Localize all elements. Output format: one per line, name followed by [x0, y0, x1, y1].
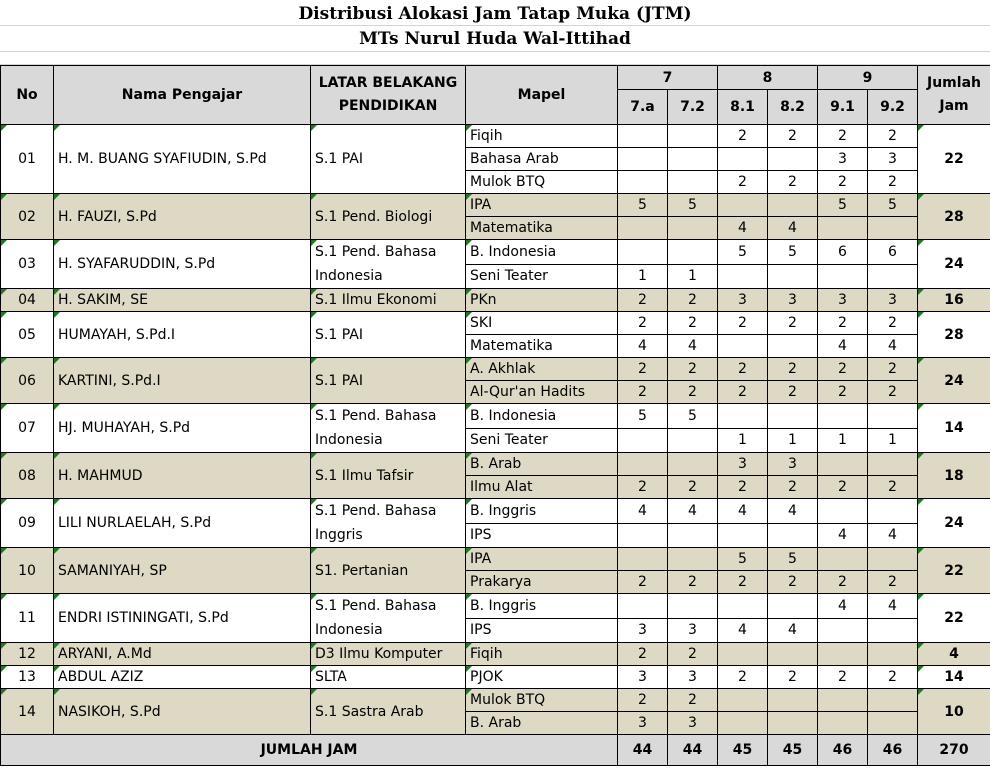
header-subject: Mapel [466, 66, 618, 125]
hours-cell [618, 240, 668, 265]
hours-cell [668, 548, 718, 571]
hours-cell [868, 404, 918, 429]
hours-cell [818, 404, 868, 429]
hours-cell: 4 [768, 499, 818, 524]
hours-cell [668, 148, 718, 171]
hours-cell [618, 217, 668, 240]
hours-cell [718, 194, 768, 217]
total-label: JUMLAH JAM [1, 735, 618, 766]
hours-cell: 4 [868, 335, 918, 358]
hours-cell: 2 [718, 171, 768, 194]
hours-cell [818, 712, 868, 735]
hours-cell: 3 [768, 453, 818, 476]
teacher-total: 10 [918, 689, 990, 735]
hours-cell [668, 217, 718, 240]
allocation-table [0, 65, 990, 766]
hours-cell: 3 [618, 618, 668, 643]
teacher-background: D3 Ilmu Komputer [311, 643, 466, 666]
hours-cell: 4 [768, 217, 818, 240]
hours-cell: 2 [618, 358, 668, 381]
teacher-name: H. MAHMUD [54, 453, 311, 499]
hours-cell: 3 [768, 289, 818, 312]
hours-cell [718, 689, 768, 712]
subject-name: PJOK [466, 666, 618, 689]
hours-cell: 2 [668, 358, 718, 381]
table-row [1, 125, 990, 148]
header-grade-7: 7 [618, 66, 718, 90]
hours-cell: 2 [618, 643, 668, 666]
hours-cell [768, 264, 818, 289]
hours-cell: 1 [718, 428, 768, 453]
hours-cell [768, 594, 818, 619]
hours-cell [618, 428, 668, 453]
hours-cell: 2 [668, 289, 718, 312]
subject-name: Mulok BTQ [466, 171, 618, 194]
hours-cell [718, 712, 768, 735]
subject-name: B. Arab [466, 453, 618, 476]
hours-cell: 5 [768, 240, 818, 265]
teacher-name: ABDUL AZIZ [54, 666, 311, 689]
table-row [1, 499, 990, 524]
subject-name: Prakarya [466, 571, 618, 594]
subject-name: IPA [466, 194, 618, 217]
teacher-name: H. SYAFARUDDIN, S.Pd [54, 240, 311, 289]
hours-cell: 3 [618, 666, 668, 689]
subject-name: Matematika [466, 335, 618, 358]
hours-cell: 4 [668, 499, 718, 524]
hours-cell: 2 [818, 476, 868, 499]
hours-cell: 4 [868, 523, 918, 548]
hours-cell: 2 [768, 358, 818, 381]
subject-name: B. Indonesia [466, 240, 618, 265]
hours-cell [818, 217, 868, 240]
hours-cell: 4 [618, 335, 668, 358]
hours-cell: 2 [768, 476, 818, 499]
hours-cell [768, 689, 818, 712]
teacher-background: S.1 Pend. Bahasa Indonesia [311, 240, 466, 289]
hours-cell [868, 264, 918, 289]
subject-name: B. Indonesia [466, 404, 618, 429]
hours-cell: 2 [868, 171, 918, 194]
teacher-background: S.1 Ilmu Tafsir [311, 453, 466, 499]
hours-cell: 2 [768, 666, 818, 689]
hours-cell [718, 148, 768, 171]
class-total: 44 [618, 735, 668, 766]
table-row [1, 453, 990, 476]
hours-cell: 3 [868, 148, 918, 171]
hours-cell: 5 [618, 194, 668, 217]
hours-cell: 2 [818, 171, 868, 194]
subject-name: Fiqih [466, 125, 618, 148]
subject-name: B. Arab [466, 712, 618, 735]
hours-cell [818, 548, 868, 571]
hours-cell [768, 335, 818, 358]
teacher-no: 05 [1, 312, 54, 358]
hours-cell: 4 [668, 335, 718, 358]
hours-cell: 1 [868, 428, 918, 453]
hours-cell: 5 [718, 548, 768, 571]
teacher-total: 28 [918, 312, 990, 358]
hours-cell: 2 [618, 289, 668, 312]
hours-cell [768, 404, 818, 429]
hours-cell: 2 [668, 571, 718, 594]
hours-cell: 2 [718, 312, 768, 335]
hours-cell: 2 [768, 171, 818, 194]
hours-cell: 4 [768, 618, 818, 643]
table-row [1, 289, 990, 312]
teacher-background: S.1 Pend. Bahasa Indonesia [311, 594, 466, 643]
hours-cell: 2 [618, 571, 668, 594]
table-row [1, 666, 990, 689]
hours-cell: 3 [668, 666, 718, 689]
teacher-no: 07 [1, 404, 54, 453]
subject-name: IPS [466, 618, 618, 643]
class-total: 45 [718, 735, 768, 766]
hours-cell: 6 [868, 240, 918, 265]
teacher-total: 16 [918, 289, 990, 312]
header-class: 8.1 [718, 90, 768, 125]
teacher-total: 24 [918, 358, 990, 404]
hours-cell: 3 [718, 289, 768, 312]
teacher-background: SLTA [311, 666, 466, 689]
hours-cell: 2 [668, 689, 718, 712]
class-total: 46 [818, 735, 868, 766]
hours-cell: 5 [768, 548, 818, 571]
hours-cell: 5 [618, 404, 668, 429]
teacher-total: 24 [918, 499, 990, 548]
hours-cell: 2 [668, 643, 718, 666]
table-row [1, 404, 990, 429]
table-row [1, 689, 990, 712]
teacher-name: HJ. MUHAYAH, S.Pd [54, 404, 311, 453]
hours-cell [818, 499, 868, 524]
class-total: 45 [768, 735, 818, 766]
subject-name: IPS [466, 523, 618, 548]
subject-name: B. Inggris [466, 594, 618, 619]
teacher-no: 06 [1, 358, 54, 404]
hours-cell [868, 712, 918, 735]
grand-total: 270 [918, 735, 990, 766]
teacher-name: H. FAUZI, S.Pd [54, 194, 311, 240]
subject-name: SKI [466, 312, 618, 335]
sheet-subtitle: MTs Nurul Huda Wal-Ittihad [0, 26, 990, 52]
teacher-no: 11 [1, 594, 54, 643]
teacher-background: S.1 Pend. Biologi [311, 194, 466, 240]
teacher-background: S.1 PAI [311, 312, 466, 358]
teacher-name: LILI NURLAELAH, S.Pd [54, 499, 311, 548]
hours-cell: 2 [768, 312, 818, 335]
hours-cell [818, 689, 868, 712]
teacher-no: 10 [1, 548, 54, 594]
hours-cell: 2 [768, 571, 818, 594]
hours-cell: 2 [618, 381, 668, 404]
header-no: No [1, 66, 54, 125]
hours-cell [718, 335, 768, 358]
hours-cell [618, 548, 668, 571]
subject-name: Seni Teater [466, 428, 618, 453]
teacher-total: 22 [918, 548, 990, 594]
hours-cell [618, 523, 668, 548]
hours-cell: 2 [618, 312, 668, 335]
hours-cell: 3 [668, 618, 718, 643]
header-class: 8.2 [768, 90, 818, 125]
teacher-name: KARTINI, S.Pd.I [54, 358, 311, 404]
hours-cell [668, 125, 718, 148]
table-row [1, 594, 990, 619]
hours-cell: 3 [618, 712, 668, 735]
hours-cell: 4 [818, 523, 868, 548]
table-row [1, 240, 990, 265]
hours-cell [668, 453, 718, 476]
hours-cell: 4 [718, 217, 768, 240]
hours-cell [868, 643, 918, 666]
hours-cell: 1 [668, 264, 718, 289]
hours-cell: 2 [768, 125, 818, 148]
class-total: 46 [868, 735, 918, 766]
teacher-no: 04 [1, 289, 54, 312]
teacher-total: 14 [918, 404, 990, 453]
hours-cell [868, 217, 918, 240]
hours-cell: 2 [618, 689, 668, 712]
hours-cell: 5 [668, 404, 718, 429]
hours-cell [768, 712, 818, 735]
header-class: 7.2 [668, 90, 718, 125]
teacher-no: 09 [1, 499, 54, 548]
table-row [1, 312, 990, 335]
hours-cell: 4 [718, 499, 768, 524]
hours-cell [618, 594, 668, 619]
hours-cell: 2 [868, 666, 918, 689]
hours-cell: 2 [868, 571, 918, 594]
teacher-total: 24 [918, 240, 990, 289]
hours-cell: 2 [718, 381, 768, 404]
hours-cell [768, 523, 818, 548]
teacher-total: 18 [918, 453, 990, 499]
teacher-name: ARYANI, A.Md [54, 643, 311, 666]
hours-cell: 2 [618, 476, 668, 499]
hours-cell: 5 [668, 194, 718, 217]
hours-cell [718, 523, 768, 548]
hours-cell [668, 171, 718, 194]
teacher-no: 13 [1, 666, 54, 689]
hours-cell: 3 [668, 712, 718, 735]
header-total: Jumlah Jam [918, 66, 990, 125]
hours-cell: 1 [618, 264, 668, 289]
hours-cell: 2 [868, 358, 918, 381]
hours-cell: 1 [768, 428, 818, 453]
spacer-row [0, 52, 990, 65]
hours-cell: 2 [818, 312, 868, 335]
hours-cell: 2 [768, 381, 818, 404]
hours-cell: 2 [868, 476, 918, 499]
subject-name: Fiqih [466, 643, 618, 666]
hours-cell: 2 [668, 381, 718, 404]
hours-cell: 2 [718, 358, 768, 381]
hours-cell [668, 240, 718, 265]
subject-name: IPA [466, 548, 618, 571]
hours-cell: 2 [868, 312, 918, 335]
teacher-name: H. M. BUANG SYAFIUDIN, S.Pd [54, 125, 311, 194]
table-row [1, 643, 990, 666]
hours-cell [718, 643, 768, 666]
hours-cell: 2 [868, 125, 918, 148]
teacher-no: 01 [1, 125, 54, 194]
teacher-no: 03 [1, 240, 54, 289]
hours-cell [818, 264, 868, 289]
hours-cell: 3 [818, 148, 868, 171]
hours-cell: 2 [718, 125, 768, 148]
hours-cell [768, 643, 818, 666]
hours-cell [618, 171, 668, 194]
hours-cell: 3 [868, 289, 918, 312]
header-class: 7.a [618, 90, 668, 125]
subject-name: Ilmu Alat [466, 476, 618, 499]
teacher-total: 14 [918, 666, 990, 689]
hours-cell [768, 148, 818, 171]
subject-name: Seni Teater [466, 264, 618, 289]
hours-cell [768, 194, 818, 217]
hours-cell: 4 [718, 618, 768, 643]
header-grade-9: 9 [818, 66, 918, 90]
hours-cell: 5 [718, 240, 768, 265]
hours-cell [618, 453, 668, 476]
teacher-no: 12 [1, 643, 54, 666]
header-background: LATAR BELAKANG PENDIDIKAN [311, 66, 466, 125]
header-grade-8: 8 [718, 66, 818, 90]
hours-cell [618, 125, 668, 148]
hours-cell [668, 428, 718, 453]
hours-cell [668, 523, 718, 548]
class-total: 44 [668, 735, 718, 766]
teacher-total: 22 [918, 594, 990, 643]
hours-cell: 4 [818, 594, 868, 619]
teacher-background: S.1 PAI [311, 125, 466, 194]
hours-cell [868, 499, 918, 524]
hours-cell [718, 264, 768, 289]
subject-name: PKn [466, 289, 618, 312]
table-row [1, 194, 990, 217]
teacher-total: 4 [918, 643, 990, 666]
teacher-background: S.1 Sastra Arab [311, 689, 466, 735]
subject-name: Mulok BTQ [466, 689, 618, 712]
header-name: Nama Pengajar [54, 66, 311, 125]
teacher-name: HUMAYAH, S.Pd.I [54, 312, 311, 358]
subject-name: B. Inggris [466, 499, 618, 524]
hours-cell: 3 [718, 453, 768, 476]
hours-cell: 2 [818, 571, 868, 594]
teacher-no: 02 [1, 194, 54, 240]
hours-cell: 4 [868, 594, 918, 619]
subject-name: A. Akhlak [466, 358, 618, 381]
hours-cell: 2 [818, 666, 868, 689]
header-class: 9.1 [818, 90, 868, 125]
teacher-background: S.1 Pend. Bahasa Indonesia [311, 404, 466, 453]
table-row [1, 358, 990, 381]
hours-cell [868, 548, 918, 571]
teacher-background: S.1 Ilmu Ekonomi [311, 289, 466, 312]
teacher-background: S1. Pertanian [311, 548, 466, 594]
hours-cell: 4 [618, 499, 668, 524]
teacher-total: 28 [918, 194, 990, 240]
hours-cell: 6 [818, 240, 868, 265]
hours-cell: 3 [818, 289, 868, 312]
hours-cell: 2 [718, 571, 768, 594]
hours-cell: 2 [718, 476, 768, 499]
teacher-name: SAMANIYAH, SP [54, 548, 311, 594]
hours-cell [868, 618, 918, 643]
hours-cell [818, 453, 868, 476]
table-row [1, 548, 990, 571]
hours-cell [718, 404, 768, 429]
teacher-total: 22 [918, 125, 990, 194]
teacher-no: 08 [1, 453, 54, 499]
hours-cell [618, 148, 668, 171]
sheet-title: Distribusi Alokasi Jam Tatap Muka (JTM) [0, 0, 990, 26]
header-class: 9.2 [868, 90, 918, 125]
subject-name: Bahasa Arab [466, 148, 618, 171]
hours-cell: 5 [868, 194, 918, 217]
subject-name: Al-Qur'an Hadits [466, 381, 618, 404]
hours-cell: 2 [818, 125, 868, 148]
hours-cell: 2 [668, 312, 718, 335]
hours-cell [868, 453, 918, 476]
teacher-background: S.1 Pend. Bahasa Inggris [311, 499, 466, 548]
hours-cell: 5 [818, 194, 868, 217]
hours-cell: 4 [818, 335, 868, 358]
hours-cell [818, 618, 868, 643]
hours-cell: 2 [818, 381, 868, 404]
teacher-no: 14 [1, 689, 54, 735]
hours-cell [718, 594, 768, 619]
hours-cell: 1 [818, 428, 868, 453]
hours-cell: 2 [718, 666, 768, 689]
hours-cell: 2 [868, 381, 918, 404]
hours-cell [668, 594, 718, 619]
teacher-background: S.1 PAI [311, 358, 466, 404]
hours-cell [868, 689, 918, 712]
hours-cell: 2 [818, 358, 868, 381]
subject-name: Matematika [466, 217, 618, 240]
teacher-name: NASIKOH, S.Pd [54, 689, 311, 735]
hours-cell [818, 643, 868, 666]
hours-cell: 2 [668, 476, 718, 499]
teacher-name: H. SAKIM, SE [54, 289, 311, 312]
teacher-name: ENDRI ISTININGATI, S.Pd [54, 594, 311, 643]
